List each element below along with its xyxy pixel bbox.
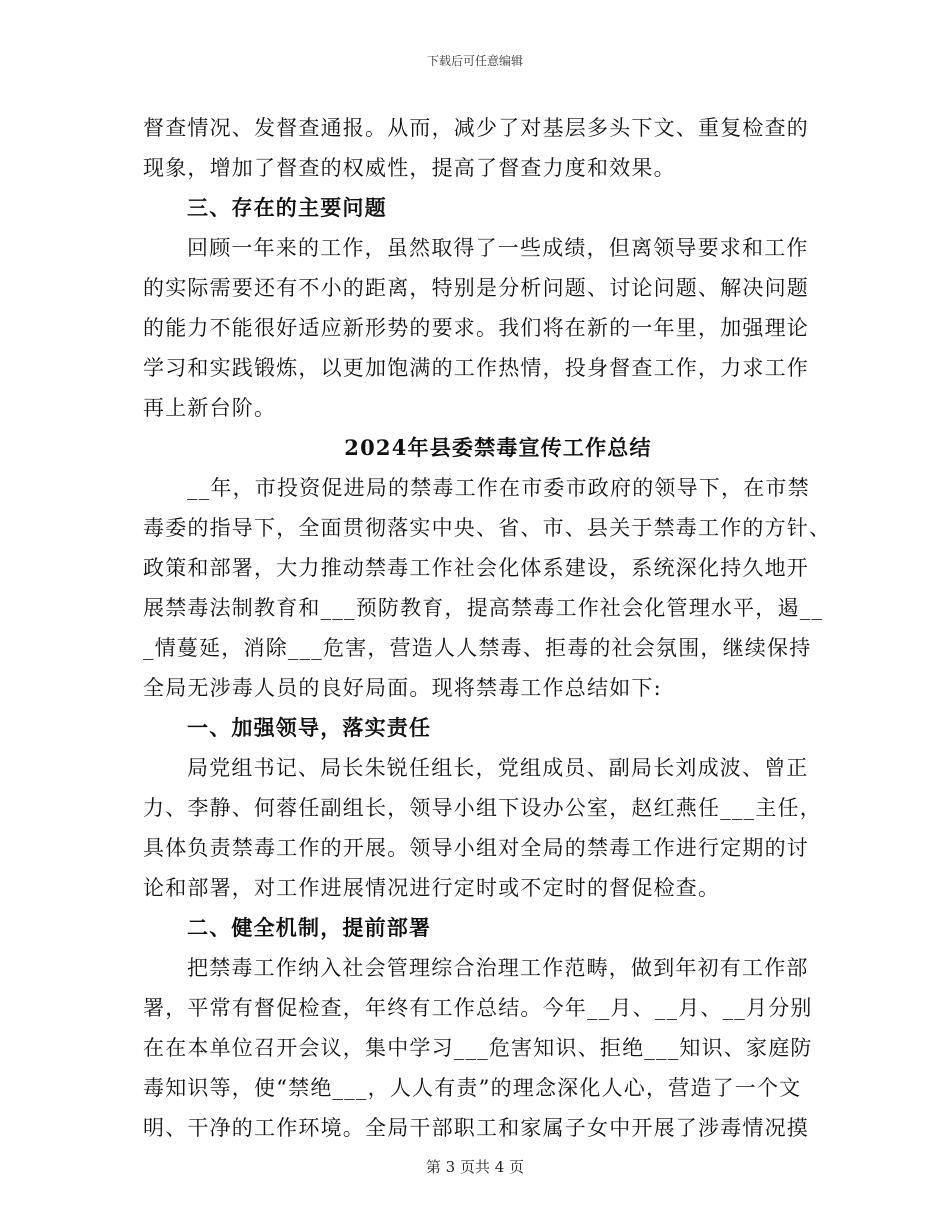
paragraph-first-line: 局党组书记、局长朱锐任组长，党组成员、副局长刘成波、曾正 xyxy=(187,756,809,780)
section-heading: 三、存在的主要问题 xyxy=(187,195,387,220)
body-text-line: 论和部署，对工作进展情况进行定时或不定时的督促检查。 xyxy=(143,876,721,900)
body-text-line: 毒委的指导下，全面贯彻落实中央、省、市、县关于禁毒工作的方针、 xyxy=(143,516,832,540)
body-text-line: 力、李静、何蓉任副组长，领导小组下设办公室，赵红燕任___主任， xyxy=(143,796,822,820)
body-text-line: 的实际需要还有不小的距离，特别是分析问题、讨论问题、解决问题 xyxy=(143,276,809,300)
body-text-line: 政策和部署，大力推动禁毒工作社会化体系建设，系统深化持久地开 xyxy=(143,556,809,580)
paragraph-first-line: 回顾一年来的工作，虽然取得了一些成绩，但离领导要求和工作 xyxy=(187,236,809,260)
body-text-line: 在在本单位召开会议，集中学习___危害知识、拒绝___知识、家庭防 xyxy=(143,1036,813,1060)
body-text-line: 再上新台阶。 xyxy=(143,396,277,420)
body-text-line: 现象，增加了督查的权威性，提高了督查力度和效果。 xyxy=(143,156,676,180)
page-footer: 第 3 页共 4 页 xyxy=(425,1158,525,1176)
paragraph-first-line: 把禁毒工作纳入社会管理综合治理工作范畴，做到年初有工作部 xyxy=(187,956,809,980)
document-body xyxy=(143,108,832,1148)
body-text-line: 的能力不能很好适应新形势的要求。我们将在新的一年里，加强理论 xyxy=(143,316,809,340)
body-text-line: 督查情况、发督查通报。从而，减少了对基层多头下文、重复检查的 xyxy=(143,116,809,140)
body-text-line: 毒知识等，使“禁绝___，人人有责”的理念深化人心，营造了一个文 xyxy=(143,1076,802,1100)
body-text-line: 具体负责禁毒工作的开展。领导小组对全局的禁毒工作进行定期的讨 xyxy=(143,836,809,860)
section-heading: 二、健全机制，提前部署 xyxy=(187,915,432,940)
body-text-line: 学习和实践锻炼，以更加饱满的工作热情，投身督查工作，力求工作 xyxy=(143,356,809,380)
body-text-line: 展禁毒法制教育和___预防教育，提高禁毒工作社会化管理水平，遏__ xyxy=(143,596,824,620)
body-text-line: 全局无涉毒人员的良好局面。现将禁毒工作总结如下: xyxy=(143,676,662,700)
body-text-line: 明、干净的工作环境。全局干部职工和家属子女中开展了涉毒情况摸 xyxy=(143,1116,809,1140)
paragraph-first-line: __年，市投资促进局的禁毒工作在市委市政府的领导下，在市禁 xyxy=(187,476,810,500)
page-header: 下载后可任意编辑 xyxy=(426,54,523,68)
body-text-line: _情蔓延，消除___危害，营造人人禁毒、拒毒的社会氛围，继续保持 xyxy=(143,636,812,660)
body-text-line: 署，平常有督促检查，年终有工作总结。今年__月、__月、__月分别 xyxy=(143,996,813,1020)
document-title: 2024年县委禁毒宣传工作总结 xyxy=(344,435,652,460)
section-heading: 一、加强领导，落实责任 xyxy=(187,715,432,740)
